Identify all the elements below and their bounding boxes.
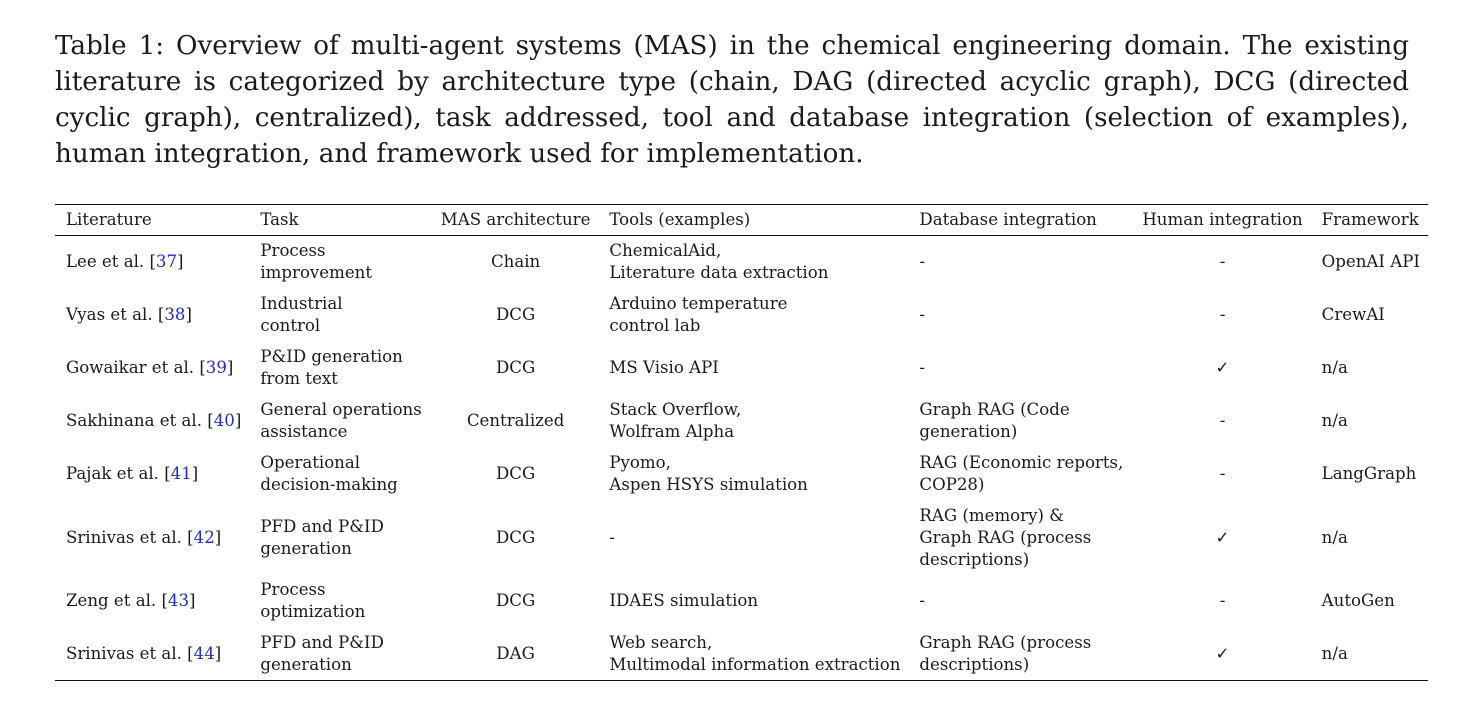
cell-literature (55, 289, 249, 342)
table-row (55, 628, 1428, 681)
task-line: PFD and P&ID (260, 632, 384, 652)
database-line: COP28) (919, 475, 985, 494)
citation-author: Srinivas et al. [ (66, 527, 194, 547)
cell-database-integration (908, 395, 1131, 448)
cell-database-integration (908, 575, 1131, 628)
database-line: - (919, 358, 926, 377)
tools-line: Aspen HSYS simulation (609, 475, 808, 494)
task-line: decision-making (260, 475, 398, 494)
citation-author: Zeng et al. [ (66, 591, 168, 610)
cell-task (249, 289, 429, 342)
cell-framework: n/a (1321, 411, 1348, 430)
cell-tools (598, 395, 908, 448)
citation-author: Gowaikar et al. [ (66, 358, 206, 377)
database-line: descriptions) (919, 549, 1030, 569)
database-line: RAG (Economic reports, (919, 453, 1124, 472)
cell-literature (55, 236, 249, 289)
cell-mas-architecture: DCG (495, 305, 536, 324)
cell-literature (55, 628, 249, 681)
citation-link[interactable]: 37 (155, 252, 178, 272)
task-line: from text (260, 369, 338, 388)
cell-human-integration: - (1219, 464, 1226, 483)
cell-database-integration (908, 289, 1131, 342)
task-line: General operations (260, 400, 422, 419)
cell-mas-architecture: DCG (495, 464, 536, 483)
citation-bracket: ] (177, 252, 184, 272)
task-line: improvement (260, 263, 373, 283)
table-row (55, 342, 1428, 395)
citation-link[interactable]: 42 (193, 527, 215, 547)
mas-overview-table-container (55, 204, 1420, 681)
cell-database-integration (908, 342, 1131, 395)
table-header-row (55, 205, 1428, 236)
cell-framework: n/a (1321, 643, 1348, 663)
database-line: RAG (memory) & (919, 505, 1064, 525)
citation-bracket: ] (191, 464, 199, 483)
cell-tools (598, 448, 908, 501)
cell-task (249, 501, 429, 575)
cell-framework: CrewAI (1321, 305, 1385, 324)
mas-overview-table (55, 204, 1428, 681)
tools-line: Wolfram Alpha (609, 422, 735, 441)
database-line: - (919, 252, 926, 272)
task-line: P&ID generation (260, 347, 403, 366)
tools-line: Arduino temperature (609, 294, 788, 313)
cell-database-integration (908, 628, 1131, 681)
cell-mas-architecture: Chain (490, 252, 541, 272)
database-line: - (919, 591, 926, 610)
table-row (55, 289, 1428, 342)
table-row (55, 501, 1428, 575)
database-line: generation) (919, 422, 1018, 441)
cell-literature (55, 575, 249, 628)
cell-literature (55, 342, 249, 395)
cell-mas-architecture: DCG (495, 358, 536, 377)
cell-human-integration: - (1219, 305, 1226, 324)
cell-literature (55, 395, 249, 448)
cell-database-integration (908, 236, 1131, 289)
tools-line: MS Visio API (609, 358, 719, 377)
cell-literature (55, 448, 249, 501)
citation-bracket: ] (214, 527, 222, 547)
checkmark-icon: ✓ (1215, 527, 1230, 547)
cell-human-integration: - (1219, 411, 1226, 430)
citation-link[interactable]: 40 (213, 411, 235, 430)
cell-mas-architecture: Centralized (466, 411, 565, 430)
database-line: Graph RAG (process (919, 632, 1092, 652)
citation-author: Vyas et al. [ (66, 305, 165, 324)
cell-mas-architecture: DAG (496, 643, 535, 663)
cell-tools (598, 236, 908, 289)
table-row (55, 395, 1428, 448)
tools-line: - (609, 527, 615, 547)
task-line: PFD and P&ID (260, 516, 384, 536)
cell-human-integration: - (1219, 252, 1226, 272)
header-framework: Framework (1321, 210, 1419, 229)
database-line: descriptions) (919, 654, 1030, 674)
citation-author: Pajak et al. [ (66, 464, 171, 483)
tools-line: IDAES simulation (609, 591, 759, 610)
database-line: - (919, 305, 926, 324)
cell-framework: n/a (1321, 358, 1348, 377)
tools-line: Multimodal information extraction (609, 654, 901, 674)
citation-link[interactable]: 43 (167, 591, 190, 610)
table-body (55, 236, 1428, 681)
citation-link[interactable]: 39 (205, 358, 227, 377)
tools-line: control lab (609, 316, 701, 335)
citation-author: Srinivas et al. [ (66, 643, 194, 663)
cell-tools (598, 628, 908, 681)
cell-mas-architecture: DCG (495, 591, 536, 610)
header-literature: Literature (66, 210, 152, 229)
citation-link[interactable]: 38 (164, 305, 186, 324)
tools-line: Web search, (609, 632, 713, 652)
header-human-integration: Human integration (1142, 210, 1303, 229)
task-line: Process (260, 241, 326, 261)
tools-line: Literature data extraction (609, 263, 829, 283)
table-row (55, 236, 1428, 289)
cell-literature (55, 501, 249, 575)
tools-line: Pyomo, (609, 453, 671, 472)
tools-line: Stack Overflow, (609, 400, 742, 419)
tools-line: ChemicalAid, (609, 241, 722, 261)
table-row (55, 575, 1428, 628)
citation-bracket: ] (189, 591, 196, 610)
task-line: optimization (260, 602, 366, 621)
table-caption: Table 1: Overview of multi-agent systems (MAS) in the chemical engineering domain. The existing literature is categorized by architecture type (chain, DAG (directed acyclic graph), DCG (directed cyclic graph), centralized), task addressed, tool and database integration (selection of examples), human integration, and framework used for implementation. (55, 31, 1409, 169)
cell-human-integration: - (1219, 591, 1226, 610)
citation-author: Lee et al. [ (66, 252, 156, 272)
cell-framework: LangGraph (1321, 464, 1417, 483)
cell-tools (598, 289, 908, 342)
cell-tools (598, 575, 908, 628)
cell-tools (598, 342, 908, 395)
task-line: generation (260, 654, 352, 674)
cell-task (249, 448, 429, 501)
cell-framework: AutoGen (1321, 591, 1395, 610)
cell-database-integration (908, 501, 1131, 575)
task-line: generation (260, 538, 352, 558)
citation-bracket: ] (185, 305, 192, 324)
database-line: Graph RAG (process (919, 527, 1092, 547)
task-line: Process (260, 580, 326, 599)
cell-task (249, 395, 429, 448)
header-task: Task (260, 210, 299, 229)
citation-bracket: ] (226, 358, 234, 377)
checkmark-icon: ✓ (1215, 358, 1230, 377)
cell-task (249, 628, 429, 681)
cell-task (249, 342, 429, 395)
citation-author: Sakhinana et al. [ (66, 411, 214, 430)
cell-framework: n/a (1321, 527, 1348, 547)
header-mas-architecture: MAS architecture (440, 210, 591, 229)
table-row (55, 448, 1428, 501)
task-line: control (260, 316, 321, 335)
cell-framework: OpenAI API (1321, 252, 1420, 272)
citation-link[interactable]: 41 (170, 464, 192, 483)
cell-database-integration (908, 448, 1131, 501)
cell-tools (598, 501, 908, 575)
header-tools: Tools (examples) (609, 210, 751, 229)
cell-mas-architecture: DCG (495, 527, 536, 547)
task-line: assistance (260, 422, 348, 441)
citation-link[interactable]: 44 (193, 643, 215, 663)
checkmark-icon: ✓ (1215, 643, 1230, 663)
header-database-integration: Database integration (919, 210, 1097, 229)
task-line: Industrial (260, 294, 343, 313)
citation-bracket: ] (234, 411, 242, 430)
task-line: Operational (260, 453, 361, 472)
cell-task (249, 236, 429, 289)
database-line: Graph RAG (Code (919, 400, 1070, 419)
cell-task (249, 575, 429, 628)
citation-bracket: ] (214, 643, 222, 663)
